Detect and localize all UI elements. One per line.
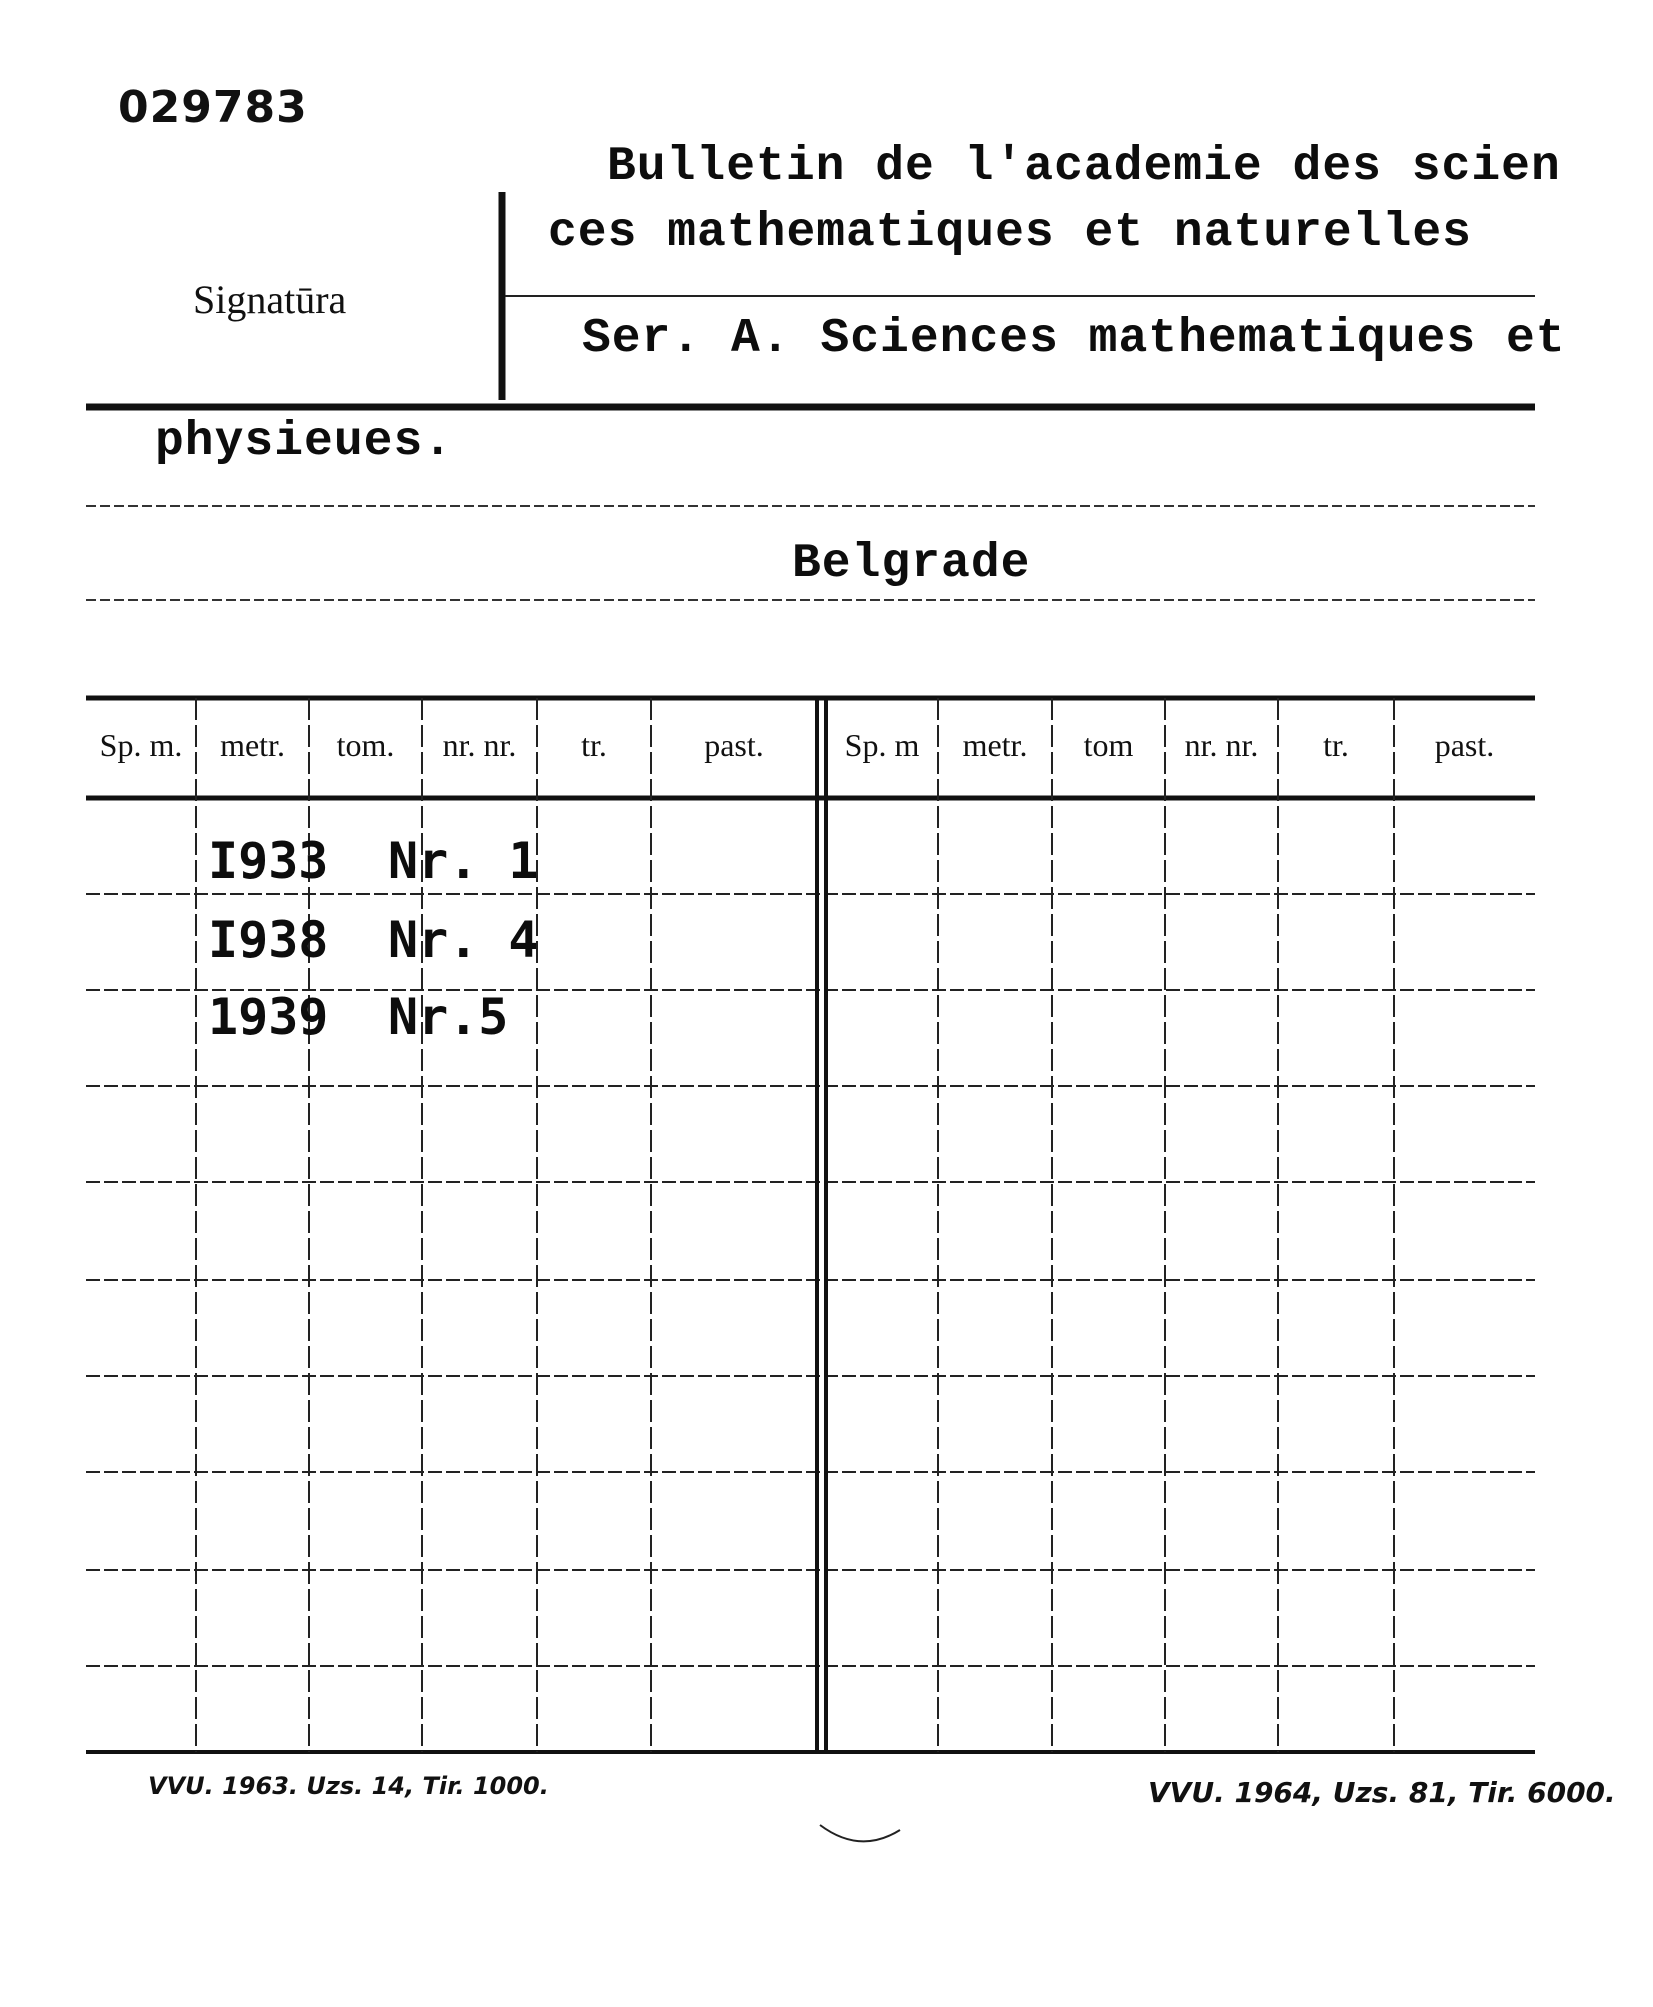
entry-number: Nr. 4 xyxy=(388,911,539,969)
print-note-left: VVU. 1963. Uzs. 14, Tir. 1000. xyxy=(148,1772,549,1800)
header-right-past: past. xyxy=(1434,727,1495,763)
entry-number: Nr. 1 xyxy=(388,832,539,890)
header-left-tom: tom. xyxy=(336,727,395,763)
header-right-sp-m: Sp. m xyxy=(844,727,920,763)
header-left-tr: tr. xyxy=(581,727,607,763)
header-right-tr: tr. xyxy=(1323,727,1349,763)
entry-number: Nr.5 xyxy=(388,988,509,1046)
card-number: 029783 xyxy=(118,82,308,133)
header-left-sp-m: Sp. m. xyxy=(99,727,183,763)
header-left-past: past. xyxy=(704,727,764,763)
header-right-metr: metr. xyxy=(962,727,1028,763)
print-note-right: VVU. 1964, Uzs. 81, Tir. 6000. xyxy=(1148,1776,1616,1809)
pencil-mark xyxy=(820,1825,900,1841)
header-right-nr-nr: nr. nr. xyxy=(1184,727,1259,763)
place-of-publication: Belgrade xyxy=(792,537,1031,591)
header-left-nr-nr: nr. nr. xyxy=(442,727,517,763)
header-right-tom: tom xyxy=(1083,727,1134,763)
title-line-1: Bulletin de l'academie des scien xyxy=(607,140,1561,194)
column-lines xyxy=(196,698,1394,1752)
signature-label: Signatūra xyxy=(193,277,347,322)
header-left-metr: metr. xyxy=(220,727,285,763)
entry-year: I938 xyxy=(208,911,329,969)
title-line-4: physieues. xyxy=(155,415,454,469)
title-line-3: Ser. A. Sciences mathematiques et xyxy=(582,312,1566,366)
entry-year: 1939 xyxy=(208,988,329,1046)
entry-year: I933 xyxy=(208,832,329,890)
title-line-2: ces mathematiques et naturelles xyxy=(548,206,1472,260)
